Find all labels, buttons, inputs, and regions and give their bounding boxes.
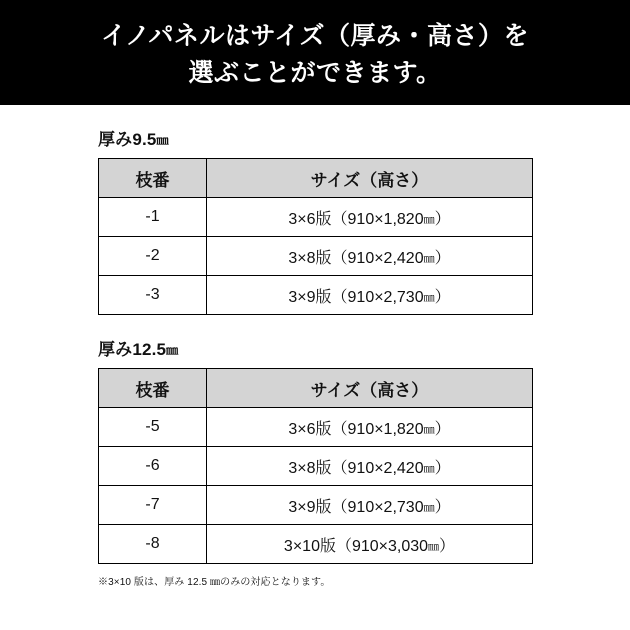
cell-size xyxy=(207,408,533,447)
cell-size-unit: ㎜ xyxy=(423,291,435,304)
cell-code: -6 xyxy=(99,447,207,486)
table-row xyxy=(99,276,533,315)
cell-size-tail: ） xyxy=(434,249,451,267)
cell-size-unit: ㎜ xyxy=(423,252,435,265)
cell-size xyxy=(207,447,533,486)
cell-size-text: 3×9版（910×2,730 xyxy=(288,288,424,306)
cell-size xyxy=(207,237,533,276)
cell-size-text: 3×9版（910×2,730 xyxy=(288,498,424,516)
cell-code: -8 xyxy=(99,525,207,564)
section-title-thickness-9-5 xyxy=(98,125,532,150)
cell-size-unit: ㎜ xyxy=(423,501,435,514)
table-header-row xyxy=(99,159,533,198)
cell-size-unit: ㎜ xyxy=(428,540,440,553)
cell-size xyxy=(207,486,533,525)
cell-code: -3 xyxy=(99,276,207,315)
cell-size-tail: ） xyxy=(439,537,456,555)
section-title-text: 厚み9.5 xyxy=(98,130,157,149)
header-title-line-1: イノパネルはサイズ（厚み・高さ）を xyxy=(100,22,529,51)
column-header-code: 枝番 xyxy=(99,369,207,408)
column-header-size: サイズ（高さ） xyxy=(207,159,533,198)
header-title-line-2: 選ぶことができます。 xyxy=(188,58,442,87)
content-area xyxy=(0,125,630,588)
cell-size-text: 3×8版（910×2,420 xyxy=(288,249,424,267)
table-row xyxy=(99,408,533,447)
cell-size-tail: ） xyxy=(434,288,451,306)
section-title-thickness-12-5 xyxy=(98,335,532,360)
cell-size-tail: ） xyxy=(434,459,451,477)
cell-size-tail: ） xyxy=(434,210,451,228)
cell-size-unit: ㎜ xyxy=(423,213,435,226)
cell-size-tail: ） xyxy=(434,498,451,516)
cell-size xyxy=(207,198,533,237)
table-row xyxy=(99,525,533,564)
cell-code: -1 xyxy=(99,198,207,237)
cell-code: -5 xyxy=(99,408,207,447)
cell-code: -2 xyxy=(99,237,207,276)
cell-size-text: 3×6版（910×1,820 xyxy=(288,420,424,438)
cell-size-text: 3×8版（910×2,420 xyxy=(288,459,424,477)
table-row xyxy=(99,447,533,486)
column-header-code: 枝番 xyxy=(99,159,207,198)
section-title-text: 厚み12.5 xyxy=(98,340,167,359)
cell-size-unit: ㎜ xyxy=(423,423,435,436)
cell-size xyxy=(207,276,533,315)
section-title-unit: ㎜ xyxy=(156,133,169,147)
cell-size xyxy=(207,525,533,564)
table-row xyxy=(99,198,533,237)
cell-size-text: 3×10版（910×3,030 xyxy=(283,537,429,555)
cell-size-tail: ） xyxy=(434,420,451,438)
size-table-thickness-12-5 xyxy=(98,368,533,564)
column-header-size: サイズ（高さ） xyxy=(207,369,533,408)
size-table-thickness-9-5 xyxy=(98,158,533,315)
footnote: ※3×10 版は、厚み 12.5 ㎜のみの対応となります。 xyxy=(98,577,331,588)
cell-code: -7 xyxy=(99,486,207,525)
table-row xyxy=(99,237,533,276)
header-banner xyxy=(0,0,630,105)
cell-size-text: 3×6版（910×1,820 xyxy=(288,210,424,228)
table-row xyxy=(99,486,533,525)
cell-size-unit: ㎜ xyxy=(423,462,435,475)
table-header-row xyxy=(99,369,533,408)
section-title-unit: ㎜ xyxy=(166,343,179,357)
